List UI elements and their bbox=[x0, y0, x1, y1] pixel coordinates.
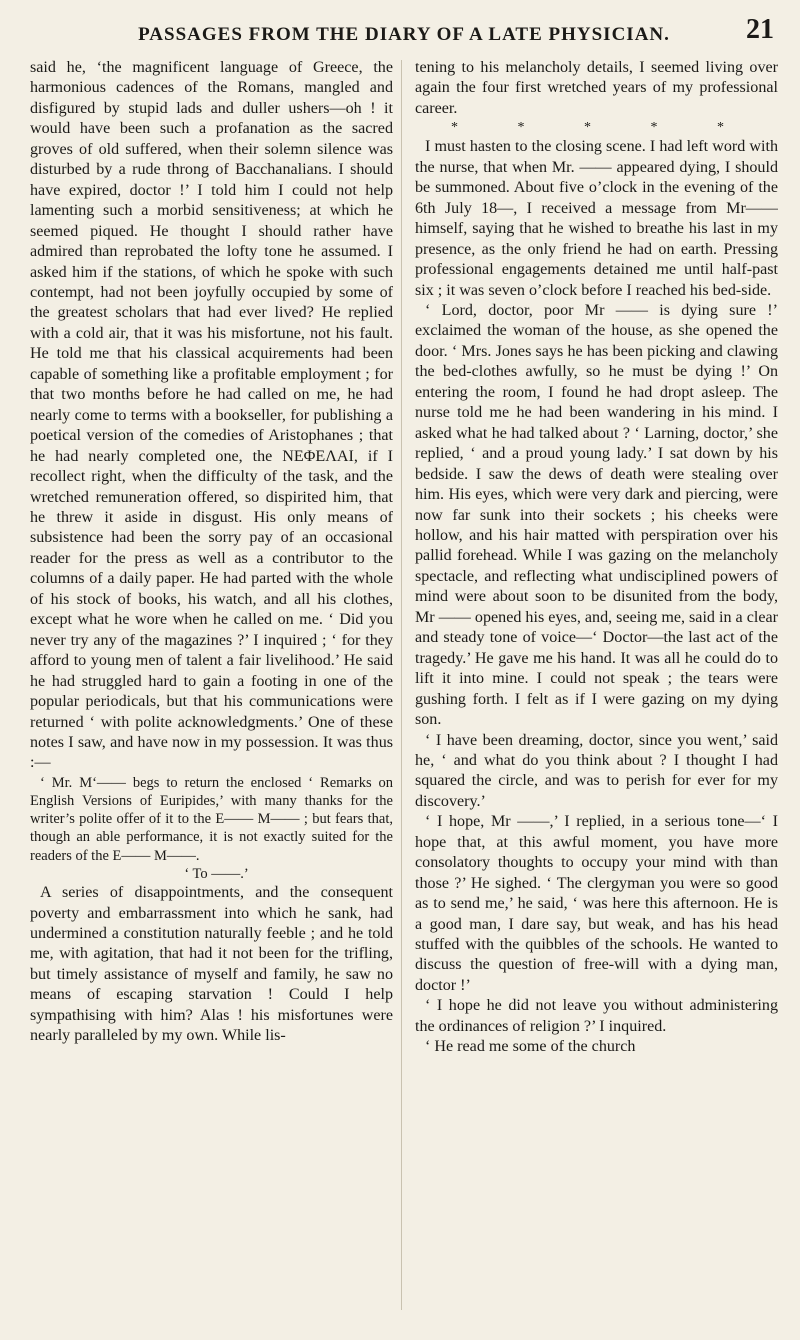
paragraph: ‘ I hope, Mr ——,’ I replied, in a serious tone—‘ I hope that, at this awful moment, you have more consolatory thoughts to occupy your mind with than those ?’ He sighed. ‘ The clergyman you were so good as to send me,’ he said, ‘ was here this afternoon. He is a good man, I dare say, but weak, and has his head stuffed with the quibbles of the schools. He wanted to discuss the question of free-will with a dying man, doctor !’ bbox=[415, 813, 778, 994]
paragraph: I must hasten to the closing scene. I had left word with the nurse, that when Mr. —— appeared dying, I should be summoned. About five o’clock in the evening of the 6th July 18—, I received a message from Mr—— himself, saying that he wished to breathe his last in my presence, as the only friend he had on earth. Pressing professional engagements detained me until half-past six ; it was seven o’clock before I reached his bed-side. bbox=[415, 138, 778, 299]
paragraph: ‘ I have been dreaming, doctor, since you went,’ said he, ‘ and what do you think about ? I thought I had squared the circle, and was to perish for ever for my discovery.’ bbox=[415, 731, 778, 810]
rejection-note: ‘ Mr. M‘—— begs to return the enclosed ‘ Remarks on English Versions of Euripides,’ with many thanks for the writer’s polite offer of it to the E—— M—— ; but fears that, though an able performance, it is not exactly suited for the readers of the E—— M——. bbox=[30, 774, 393, 864]
text-columns bbox=[30, 58, 778, 1330]
section-break-stars: * * * * * bbox=[451, 120, 752, 136]
right-column bbox=[415, 58, 778, 1330]
running-head: PASSAGES FROM THE DIARY OF A LATE PHYSICIAN. bbox=[138, 24, 670, 45]
paragraph: said he, ‘the magnificent language of Greece, the harmonious cadences of the Romans, mangled and disfigured by stupid lads and duller ushers—oh ! it would have been such a profanation as the sacred groves of old suffered, when their solemn silence was disturbed by a rude throng of Bacchanalians. I should have expired, doctor !’ I told him I could not help lamenting such a morbid sensitiveness; at which he seemed piqued. He thought I should rather have admired than reprobated the lofty tone he assumed. I asked him if the stations, of which he spoke with such contempt, had not been joyfully occupied by some of the greatest scholars that had ever lived? He replied with a cold air, that it was his misfortune, not his fault. He told me that his classical acquirements had been capable of something like a profitable employment ; for that two months before he had called on me, he had nearly come to terms with a bookseller, for publishing a poetical version of the comedies of Aristophanes ; that he had nearly completed one, the ΝΕΦΕΛΑΙ, if I recollect right, when the difficulty of the task, and the wretched remuneration offered, so dispirited him, that he threw it aside in disgust. His only means of subsistence had been the sorry pay of an occasional reader for the press as well as a contributor to the columns of a daily paper. He had parted with the whole of his stock of books, his watch, and all his clothes, except what he wore when he called on me. ‘ Did you never try any of the magazines ?’ I inquired ; ‘ for they afford to young men of talent a fair livelihood.’ He said he had struggled hard to gain a footing in one of the popular periodicals, but that his communications were returned ‘ with polite acknowledgments.’ One of these notes I saw, and have now in my possession. It was thus :— bbox=[30, 59, 393, 772]
paragraph: ‘ He read me some of the church bbox=[425, 1038, 636, 1056]
paragraph: ‘ I hope he did not leave you without administering the ordinances of religion ?’ I inquired. bbox=[415, 997, 778, 1035]
rejection-note-signature: ‘ To ——.’ bbox=[184, 865, 249, 882]
page-number: 21 bbox=[746, 14, 774, 45]
paragraph: ‘ Lord, doctor, poor Mr —— is dying sure !’ exclaimed the woman of the house, as she opened the door. ‘ Mrs. Jones says he has been picking and clawing the bed-clothes awfully, so he must be dying !’ On entering the room, I found he had dropt asleep. The nurse told me he had been wandering in his mind. I asked what he had talked about ? ‘ Larning, doctor,’ she replied, ‘ and a proud young lady.’ I sat down by his bedside. I saw the dews of death were stealing over him. His eyes, which were very dark and piercing, were now far sunk into their sockets ; his cheeks were hollow, and his hair matted with perspiration over his pallid forehead. While I was gazing on the melancholy spectacle, and reflecting what undisciplined powers of mind were about soon to be disunited from the body, Mr —— opened his eyes, and, seeing me, said in a clear and steady tone of voice—‘ Doctor—the last act of the tragedy.’ He gave me his hand. It was all he could do to lift it into mine. I could not speak ; the tears were gushing forth. I felt as if I were gazing on my dying son. bbox=[415, 301, 778, 729]
column-divider bbox=[401, 60, 402, 1310]
paragraph: A series of disappointments, and the consequent poverty and embarrassment into which he sank, had undermined a constitution naturally feeble ; and he told me, with agitation, that had it not been for the trifling, but timely assistance of myself and family, he saw no means of escaping starvation ! Could I help sympathising with him? Alas ! his misfortunes were nearly paralleled by my own. While lis- bbox=[30, 884, 393, 1045]
paragraph: tening to his melancholy details, I seemed living over again the four first wretched years of my professional career. bbox=[415, 59, 778, 117]
left-column bbox=[30, 58, 393, 1330]
page-header bbox=[30, 10, 778, 50]
